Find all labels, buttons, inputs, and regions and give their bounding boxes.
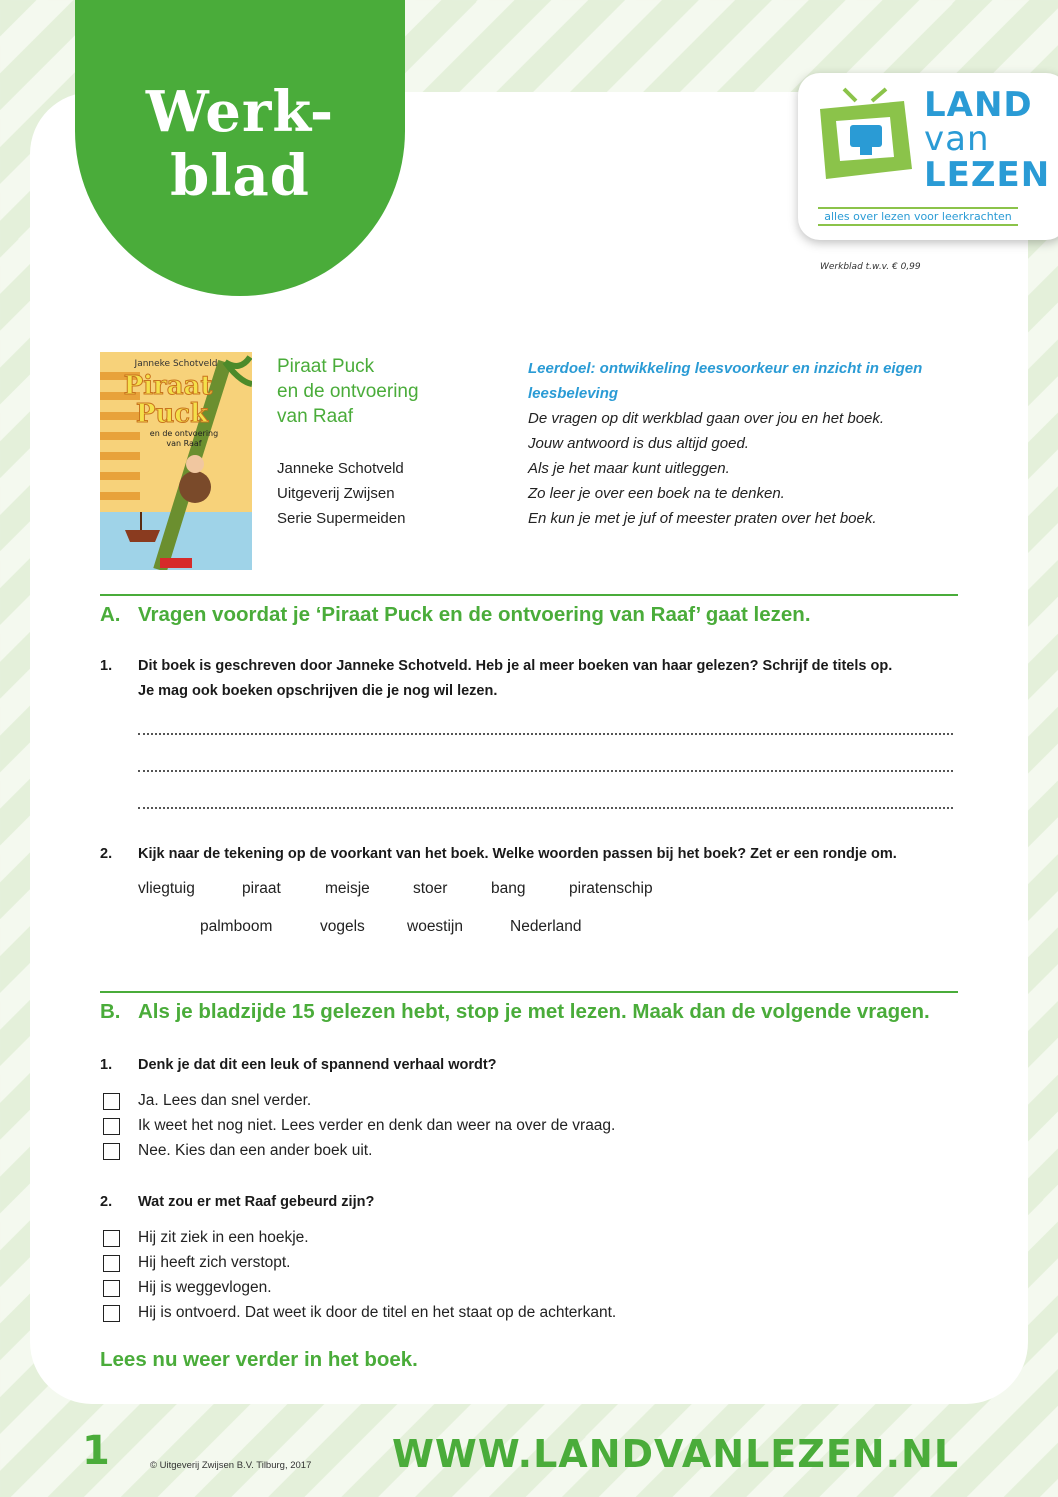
option-label: Hij zit ziek in een hoekje. (138, 1229, 309, 1246)
word-option[interactable]: vogels (320, 918, 365, 935)
checkbox[interactable] (103, 1255, 120, 1272)
goal-line: En kun je met je juf of meester praten over het boek. (528, 510, 877, 527)
question-text: Kijk naar de tekening op de voorkant van het boek. Welke woorden passen bij het boek? Zet er een rondje om. (138, 846, 897, 862)
section-letter: B. (100, 1000, 121, 1023)
header-title-line1: Werk- (145, 79, 335, 145)
closing-instruction: Lees nu weer verder in het boek. (100, 1348, 418, 1371)
section-divider (100, 991, 958, 993)
section-letter: A. (100, 603, 121, 626)
goal-line: Jouw antwoord is dus altijd goed. (528, 435, 749, 452)
book-title-line: en de ontvoering (277, 381, 419, 402)
logo-word-lezen: LEZEN (924, 155, 1051, 195)
answer-line[interactable] (138, 769, 953, 772)
word-option[interactable]: stoer (413, 880, 448, 897)
question-text: Wat zou er met Raaf gebeurd zijn? (138, 1194, 375, 1210)
checkbox[interactable] (103, 1305, 120, 1322)
learning-goal-title-cont: leesbeleving (528, 385, 619, 402)
answer-line[interactable] (138, 732, 953, 735)
goal-line: Als je het maar kunt uitleggen. (528, 460, 730, 477)
tv-logo-icon (816, 87, 916, 187)
word-option[interactable]: piratenschip (569, 880, 653, 897)
word-option[interactable]: Nederland (510, 918, 582, 935)
word-option[interactable]: palmboom (200, 918, 273, 935)
option-label: Ik weet het nog niet. Lees verder en denk dan weer na over de vraag. (138, 1117, 616, 1134)
goal-line: Zo leer je over een boek na te denken. (528, 485, 785, 502)
checkbox[interactable] (103, 1230, 120, 1247)
option-label: Nee. Kies dan een ander boek uit. (138, 1142, 373, 1159)
question-number: 1. (100, 658, 113, 674)
website-link[interactable]: WWW.LANDVANLEZEN.NL (392, 1432, 960, 1476)
book-title-line: Piraat Puck (277, 356, 375, 377)
price-note: Werkblad t.w.v. € 0,99 (820, 262, 921, 272)
book-title-line: van Raaf (277, 406, 354, 427)
checkbox[interactable] (103, 1093, 120, 1110)
section-title: Als je bladzijde 15 gelezen hebt, stop je met lezen. Maak dan de volgende vragen. (138, 1000, 930, 1023)
page-number: 1 (82, 1428, 110, 1474)
question-number: 2. (100, 846, 113, 862)
cover-title-line2: Puck (135, 399, 209, 429)
cover-subtitle-line1: en de ontvoering (149, 429, 219, 438)
checkbox[interactable] (103, 1118, 120, 1135)
option-label: Hij heeft zich verstopt. (138, 1254, 291, 1271)
header-title-line2: blad (170, 143, 310, 209)
section-divider (100, 594, 958, 596)
copyright: © Uitgeverij Zwijsen B.V. Tilburg, 2017 (150, 1460, 312, 1471)
book-meta (277, 456, 405, 531)
book-author: Janneke Schotveld (277, 460, 404, 477)
logo-tagline: alles over lezen voor leerkrachten (818, 207, 1018, 226)
question-number: 1. (100, 1057, 113, 1073)
book-cover-image (100, 352, 252, 570)
book-series: Serie Supermeiden (277, 510, 406, 527)
book-title (277, 354, 497, 429)
cover-subtitle-line2: van Raaf (166, 439, 202, 448)
book-publisher: Uitgeverij Zwijsen (277, 485, 395, 502)
option-label: Ja. Lees dan snel verder. (138, 1092, 312, 1109)
question-text: Dit boek is geschreven door Janneke Schotveld. Heb je al meer boeken van haar gelezen? Schrijf de titels op. (138, 658, 893, 674)
word-option[interactable]: bang (491, 880, 526, 897)
logo-word-land: LAND (924, 85, 1033, 125)
question-text: Denk je dat dit een leuk of spannend verhaal wordt? (138, 1057, 497, 1073)
answer-line[interactable] (138, 806, 953, 809)
word-option[interactable]: vliegtuig (138, 880, 195, 897)
section-title: Vragen voordat je ‘Piraat Puck en de ontvoering van Raaf’ gaat lezen. (138, 603, 811, 626)
learning-goal-title: Leerdoel: ontwikkeling leesvoorkeur en inzicht in eigen (528, 360, 923, 377)
section-b-heading (100, 1000, 930, 1024)
word-option[interactable]: piraat (242, 880, 281, 897)
cover-author: Janneke Schotveld (134, 359, 218, 369)
question-text-cont: Je mag ook boeken opschrijven die je nog wil lezen. (138, 683, 498, 699)
word-option[interactable]: woestijn (407, 918, 463, 935)
section-a-heading (100, 603, 811, 627)
cover-title-line1: Piraat (123, 371, 213, 401)
logo-word-van: van (924, 119, 990, 159)
learning-goal (528, 356, 948, 531)
question-number: 2. (100, 1194, 113, 1210)
checkbox[interactable] (103, 1280, 120, 1297)
goal-line: De vragen op dit werkblad gaan over jou en het boek. (528, 410, 885, 427)
option-label: Hij is weggevlogen. (138, 1279, 272, 1296)
option-label: Hij is ontvoerd. Dat weet ik door de titel en het staat op de achterkant. (138, 1304, 617, 1321)
checkbox[interactable] (103, 1143, 120, 1160)
word-option[interactable]: meisje (325, 880, 370, 897)
land-van-lezen-logo[interactable] (798, 73, 1058, 240)
